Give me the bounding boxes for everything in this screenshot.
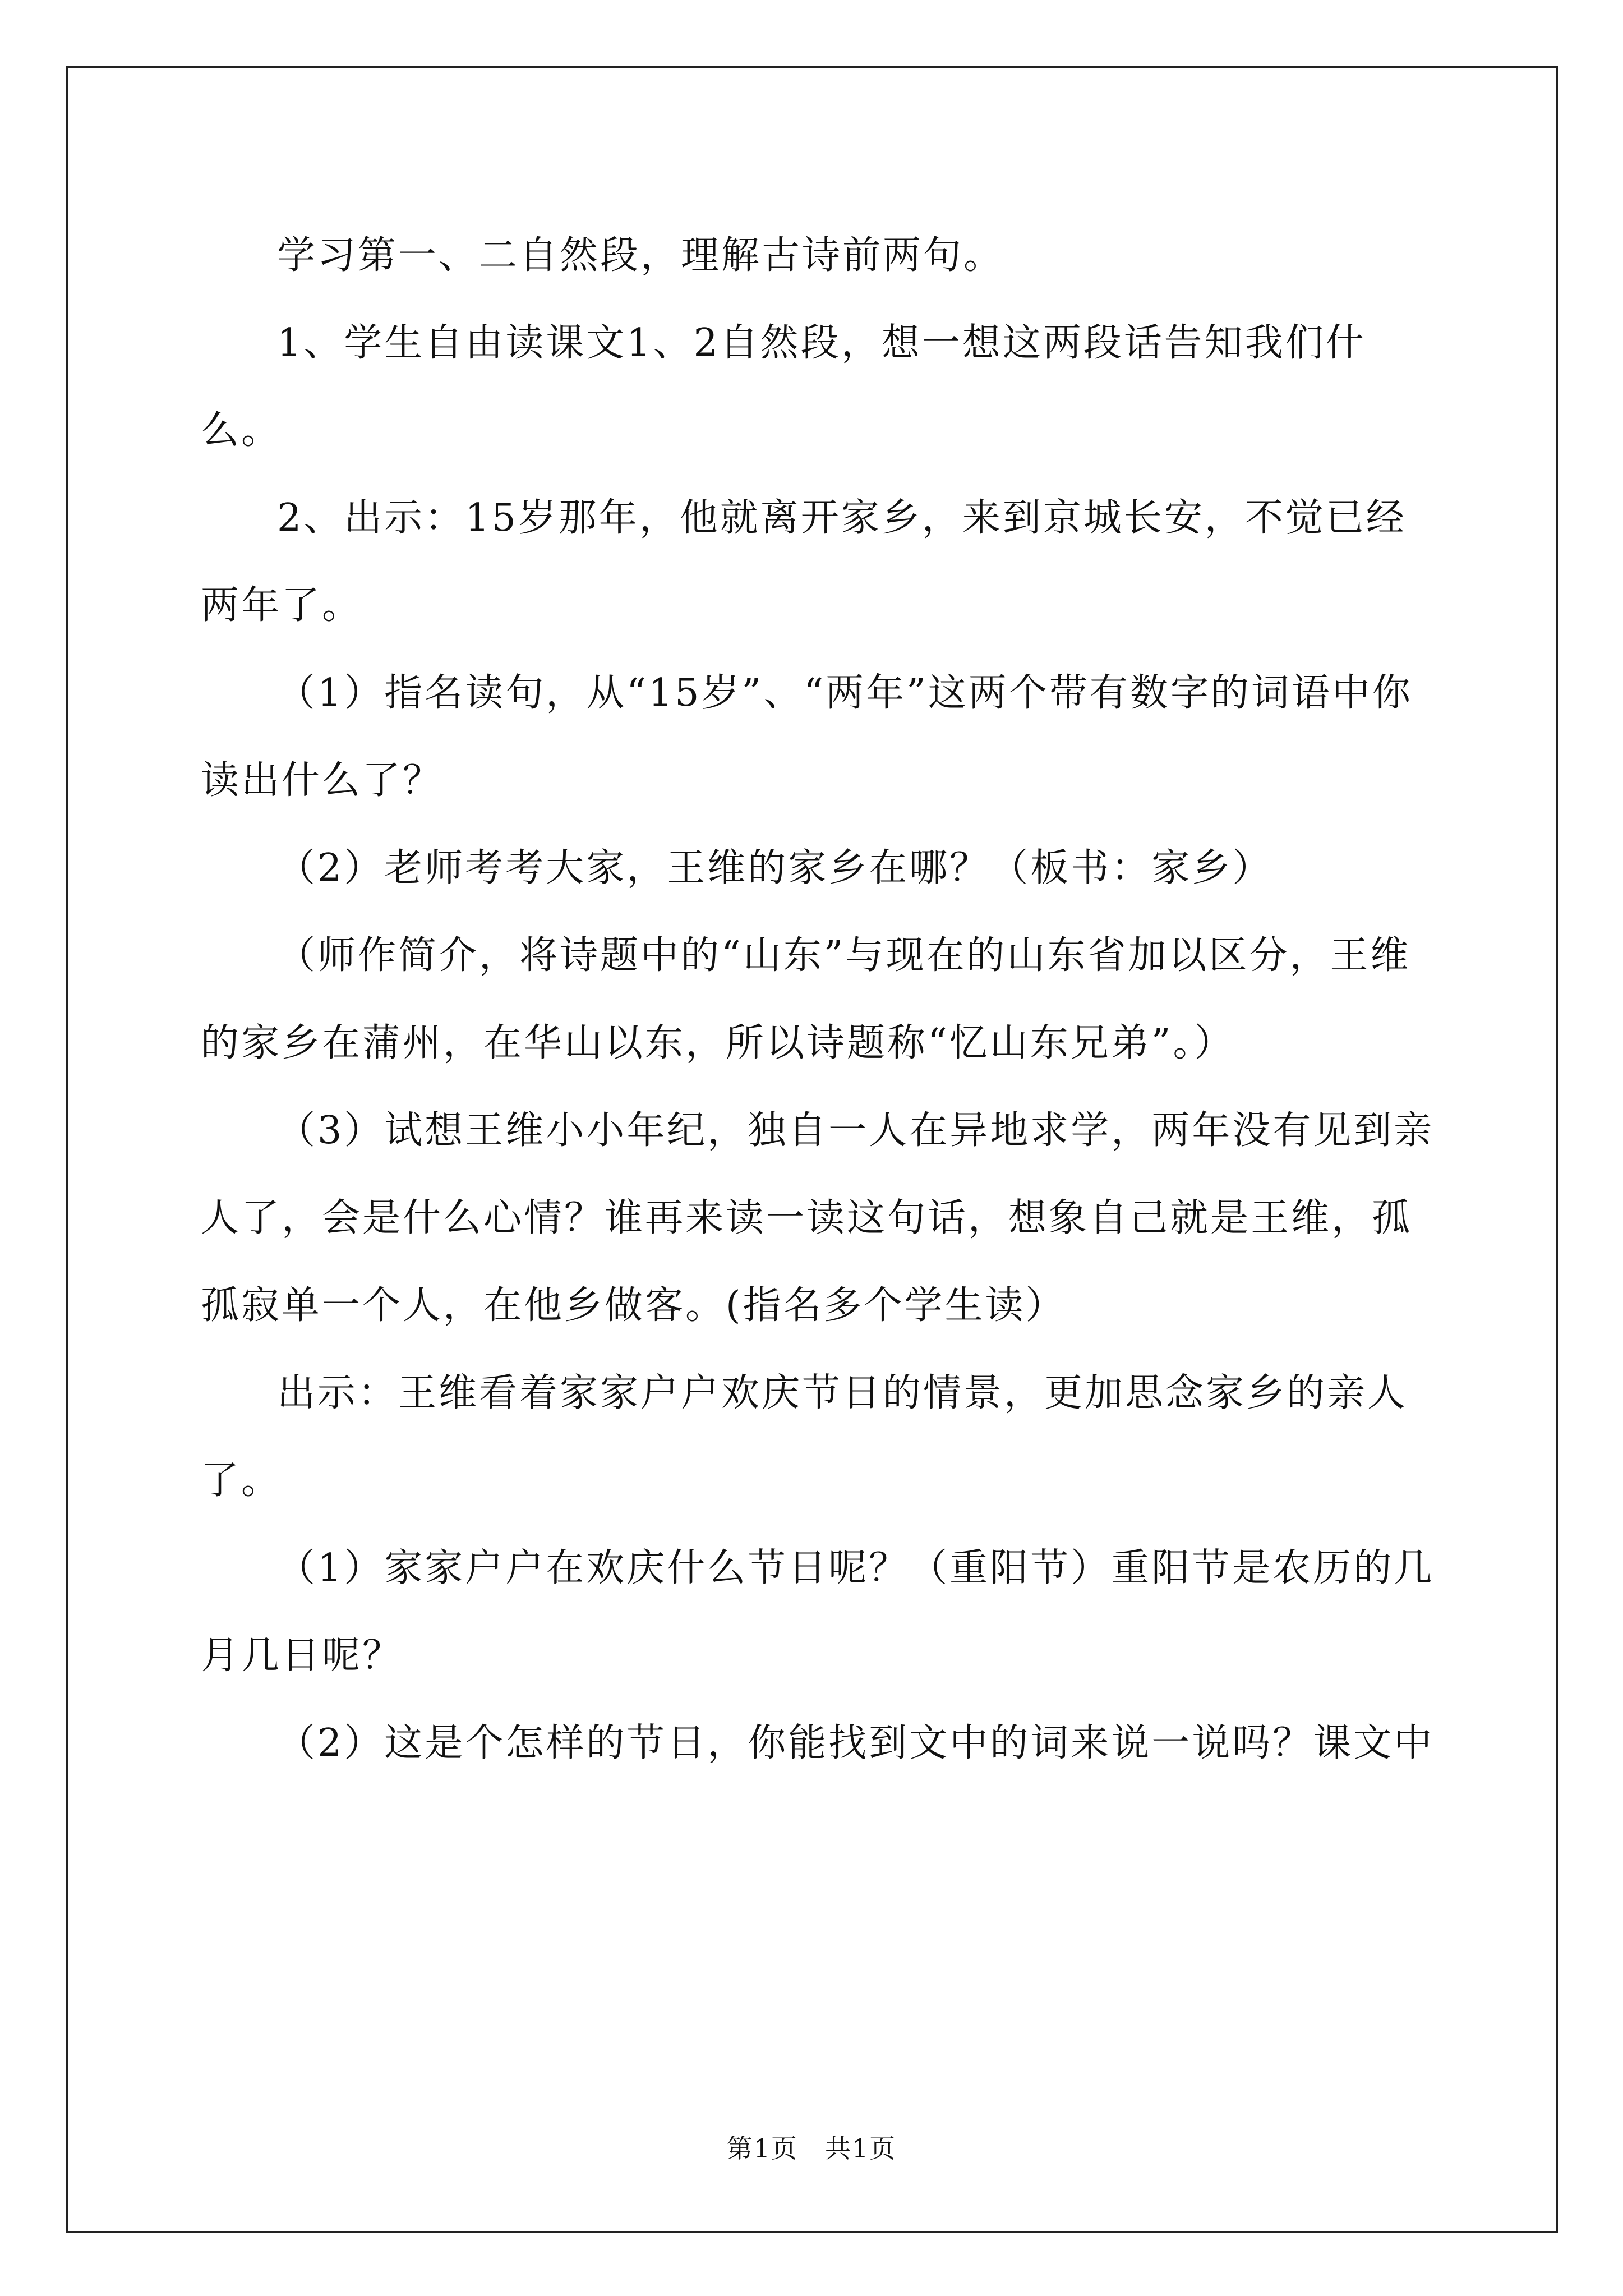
paragraph-6: （师作简介，将诗题中的“山东”与现在的山东省加以区分，王维的家乡在蒲州，在华山以东，所以诗题称“忆山东兄弟”。） xyxy=(201,933,1411,1065)
paragraph-1: 学习第一、二自然段，理解古诗前两句。 xyxy=(277,233,1004,278)
paragraph-2: 1、学生自由读课文1、2自然段，想一想这两段话告知我们什么。 xyxy=(201,321,1366,453)
paragraph-3: 2、出示：15岁那年，他就离开家乡，来到京城长安，不觉已经两年了。 xyxy=(201,496,1407,628)
page-footer: 第1页 共1页 xyxy=(726,2133,897,2164)
paragraph-4: （1）指名读句，从“15岁”、“两年”这两个带有数字的词语中你读出什么了？ xyxy=(201,671,1413,803)
paragraph-7: （3）试想王维小小年纪，独自一人在异地求学，两年没有见到亲人了，会是什么心情？谁再来读一读这句话，想象自己就是王维，孤孤寂单一个人，在他乡做客。(指名多个学生读） xyxy=(201,1108,1435,1328)
document-body xyxy=(201,212,1446,1787)
paragraph-5: （2）老师考考大家，王维的家乡在哪？（板书：家乡） xyxy=(277,846,1273,890)
paragraph-8: 出示：王维看着家家户户欢庆节日的情景，更加思念家乡的亲人了。 xyxy=(201,1371,1408,1503)
paragraph-9: （1）家家户户在欢庆什么节日呢？（重阳节）重阳节是农历的几月几日呢？ xyxy=(201,1546,1435,1678)
paragraph-10: （2）这是个怎样的节日，你能找到文中的词来说一说吗？课文中 xyxy=(277,1721,1435,1765)
